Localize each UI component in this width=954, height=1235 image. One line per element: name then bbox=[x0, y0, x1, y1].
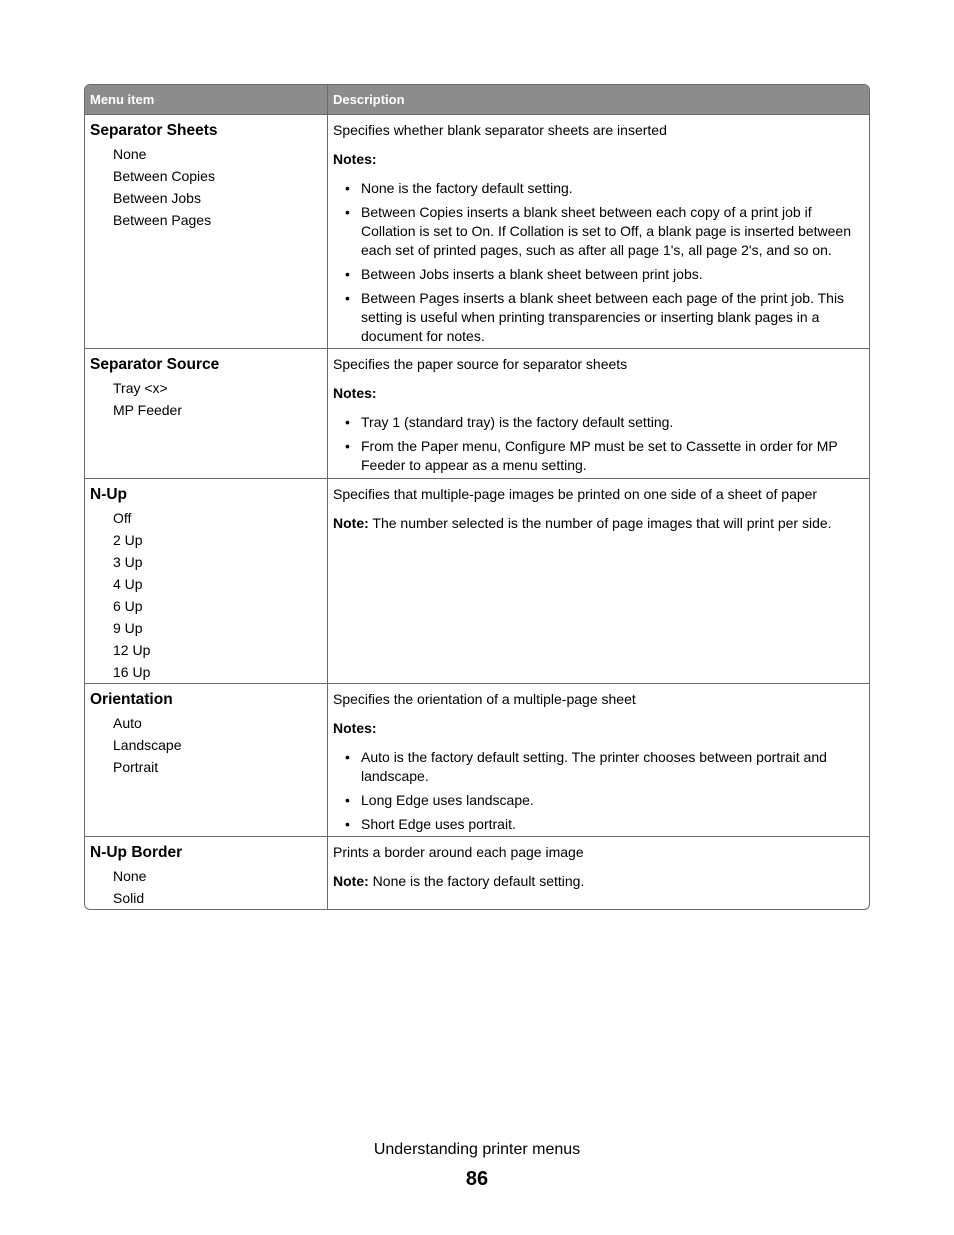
description-text: Prints a border around each page image bbox=[333, 844, 584, 860]
note-bullet: • Between Pages inserts a blank sheet between each page of the print job. This setting is useful when printing transparencies or inserting blank pages in a document for notes. bbox=[333, 289, 864, 346]
menu-table bbox=[84, 84, 870, 910]
header-description: Description bbox=[333, 92, 405, 107]
menu-option: Portrait bbox=[113, 759, 159, 775]
menu-item-cell bbox=[85, 684, 328, 836]
notes-label: Notes: bbox=[333, 720, 377, 736]
table-row bbox=[85, 115, 869, 349]
note-line bbox=[333, 514, 864, 533]
menu-option: Tray <x> bbox=[113, 380, 168, 396]
notes-list bbox=[333, 413, 864, 475]
menu-item-cell bbox=[85, 349, 328, 478]
menu-option: Auto bbox=[113, 715, 142, 731]
note-bullet: • From the Paper menu, Configure MP must be set to Cassette in order for MP Feeder to appear as a menu setting. bbox=[333, 437, 864, 475]
menu-option: Between Copies bbox=[113, 168, 215, 184]
note-line bbox=[333, 872, 864, 891]
page-number: 86 bbox=[465, 1168, 489, 1190]
note-bullet: • None is the factory default setting. bbox=[333, 179, 864, 198]
menu-option: 4 Up bbox=[113, 576, 143, 592]
menu-item-title: N-Up bbox=[90, 486, 128, 503]
menu-item-title: Separator Source bbox=[90, 356, 220, 373]
description-cell bbox=[328, 115, 869, 348]
menu-option: Solid bbox=[113, 890, 145, 906]
menu-option: 9 Up bbox=[113, 620, 143, 636]
menu-option: 16 Up bbox=[113, 664, 151, 680]
table-row bbox=[85, 684, 869, 837]
description-cell bbox=[328, 837, 869, 909]
description-cell bbox=[328, 684, 869, 836]
notes-list bbox=[333, 748, 864, 834]
description-text: Specifies the paper source for separator sheets bbox=[333, 356, 628, 372]
menu-option: MP Feeder bbox=[113, 402, 182, 418]
menu-item-cell bbox=[85, 115, 328, 348]
menu-item-title: Orientation bbox=[90, 691, 173, 708]
menu-option: 12 Up bbox=[113, 642, 151, 658]
footer-section-title: Understanding printer menus bbox=[373, 1141, 581, 1158]
note-bullet: • Auto is the factory default setting. The printer chooses between portrait and landscape. bbox=[333, 748, 864, 786]
menu-option: None bbox=[113, 146, 147, 162]
header-menu-item: Menu item bbox=[85, 85, 328, 114]
menu-option: 2 Up bbox=[113, 532, 143, 548]
note-bullet: • Short Edge uses portrait. bbox=[333, 815, 864, 834]
note-bullet: • Between Copies inserts a blank sheet between each copy of a print job if Collation is set to On. If Collation is set to Off, a blank page is inserted between each set of printed pages, such as after all page 1's, all page 2's, and so on. bbox=[333, 203, 864, 260]
note-bullet: • Tray 1 (standard tray) is the factory default setting. bbox=[333, 413, 864, 432]
note-bullet: • Long Edge uses landscape. bbox=[333, 791, 864, 810]
menu-option: Between Jobs bbox=[113, 190, 201, 206]
table-row bbox=[85, 349, 869, 479]
table-row bbox=[85, 837, 869, 909]
table-row bbox=[85, 479, 869, 684]
menu-option: Off bbox=[113, 510, 132, 526]
menu-option: Landscape bbox=[113, 737, 182, 753]
menu-option: 6 Up bbox=[113, 598, 143, 614]
menu-item-title: Separator Sheets bbox=[90, 122, 218, 139]
menu-item-cell bbox=[85, 837, 328, 909]
note-label: Note: bbox=[333, 873, 369, 889]
description-cell bbox=[328, 349, 869, 478]
note-text: None is the factory default setting. bbox=[368, 873, 585, 889]
notes-label: Notes: bbox=[333, 385, 377, 401]
description-cell bbox=[328, 479, 869, 683]
notes-list bbox=[333, 179, 864, 346]
menu-item-cell bbox=[85, 479, 328, 683]
notes-label: Notes: bbox=[333, 151, 377, 167]
description-text: Specifies that multiple-page images be printed on one side of a sheet of paper bbox=[333, 486, 818, 502]
note-bullet: • Between Jobs inserts a blank sheet between print jobs. bbox=[333, 265, 864, 284]
description-text: Specifies the orientation of a multiple-page sheet bbox=[333, 691, 636, 707]
menu-option: 3 Up bbox=[113, 554, 143, 570]
note-text: The number selected is the number of page images that will print per side. bbox=[368, 515, 832, 531]
note-label: Note: bbox=[333, 515, 369, 531]
menu-option: Between Pages bbox=[113, 212, 212, 228]
menu-option: None bbox=[113, 868, 147, 884]
table-header bbox=[85, 85, 869, 115]
menu-item-title: N-Up Border bbox=[90, 844, 183, 861]
description-text: Specifies whether blank separator sheets are inserted bbox=[333, 122, 667, 138]
